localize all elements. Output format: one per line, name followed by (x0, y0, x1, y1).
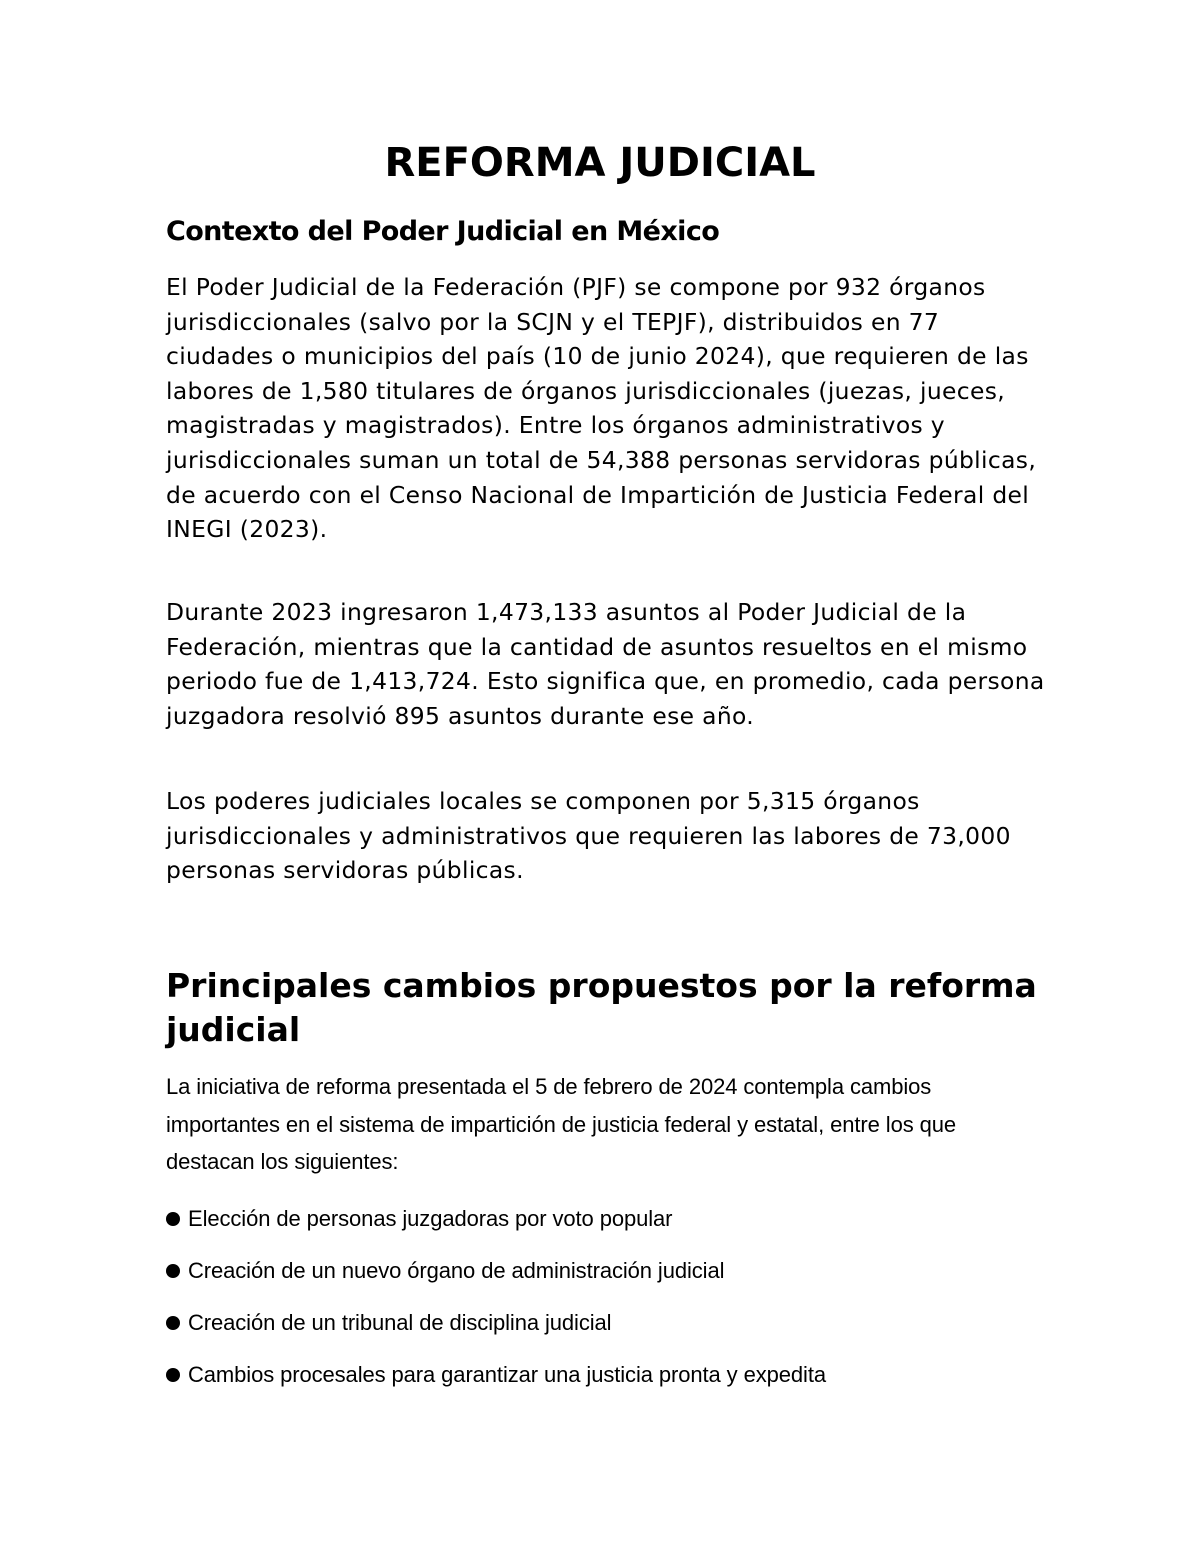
bullet-icon (166, 1264, 180, 1278)
paragraph-2023-cases: Durante 2023 ingresaron 1,473,133 asuntos al Poder Judicial de la Federación, mientras que la cantidad de asuntos resueltos en el mismo periodo fue de 1,413,724. Esto significa que, en promedio, cada persona juzgadora resolvió 895 asuntos durante ese año. (166, 598, 1045, 730)
bullet-icon (166, 1212, 180, 1226)
document-subtitle: Contexto del Poder Judicial en México (166, 216, 720, 247)
list-item-text: Creación de un tribunal de disciplina judicial (188, 1310, 612, 1335)
list-item-text: Cambios procesales para garantizar una justicia pronta y expedita (188, 1362, 826, 1387)
paragraph-local-judiciaries: Los poderes judiciales locales se componen por 5,315 órganos jurisdiccionales y administrativos que requieren las labores de 73,000 personas servidoras públicas. (166, 787, 1011, 885)
section-intro: La iniciativa de reforma presentada el 5 de febrero de 2024 contempla cambios importantes en el sistema de impartición de justicia federal y estatal, entre los que destacan los siguientes: (166, 1074, 957, 1174)
list-item-text: Elección de personas juzgadoras por voto popular (188, 1206, 673, 1231)
list-item (166, 1349, 826, 1401)
list-item (166, 1245, 826, 1297)
section-heading: Principales cambios propuestos por la reforma judicial (166, 966, 1037, 1049)
bullet-icon (166, 1368, 180, 1382)
list-item (166, 1193, 826, 1245)
reform-changes-list (166, 1193, 826, 1401)
list-item (166, 1297, 826, 1349)
bullet-icon (166, 1316, 180, 1330)
paragraph-pjf-composition: El Poder Judicial de la Federación (PJF) se compone por 932 órganos jurisdiccionales (salvo por la SCJN y el TEPJF), distribuidos en 77 ciudades o municipios del país (10 de junio 2024), que requieren de las labores de 1,580 titulares de órganos jurisdiccionales (juezas, jueces, magistradas y magistrados). Entre los órganos administrativos y jurisdiccionales suman un total de 54,388 personas servidoras públicas, de acuerdo con el Censo Nacional de Impartición de Justicia Federal del INEGI (2023). (166, 273, 1037, 544)
list-item-text: Creación de un nuevo órgano de administración judicial (188, 1258, 725, 1283)
document-title: REFORMA JUDICIAL (384, 140, 816, 186)
